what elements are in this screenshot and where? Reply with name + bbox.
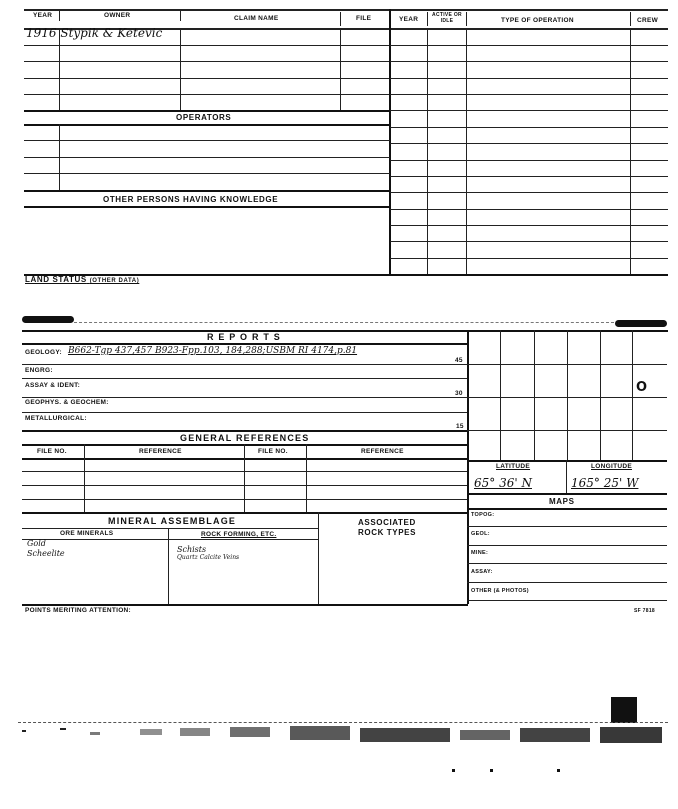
reports-geology-label: GEOLOGY: (25, 349, 62, 356)
header-active-idle: ACTIVE OR IDLE (432, 12, 462, 24)
header-year-2: YEAR (399, 16, 419, 23)
maps-assay: ASSAY: (471, 569, 493, 575)
reports-num-15: 15 (456, 423, 464, 430)
header-file: FILE (356, 15, 372, 22)
ore-entry-scheelite: Scheelite (27, 549, 65, 558)
latitude-label: LATITUDE (496, 463, 531, 470)
reports-assay-label: ASSAY & IDENT: (25, 382, 81, 389)
mineral-assemblage-heading: MINERAL ASSEMBLAGE (108, 516, 237, 526)
registration-mark (611, 697, 637, 723)
associated-rock-types-line1: ASSOCIATED (358, 518, 416, 527)
ore-entry-gold: Gold (27, 539, 46, 548)
maps-mine: MINE: (471, 550, 489, 556)
reports-heading: R E P O R T S (207, 332, 281, 342)
ore-minerals-heading: ORE MINERALS (60, 530, 114, 537)
gr-col-file-no-1: FILE NO. (37, 448, 67, 455)
longitude-label: LONGITUDE (591, 463, 632, 470)
ore-minerals-list (27, 539, 65, 559)
form-number: SF 7818 (634, 608, 656, 614)
land-status-sub: (OTHER DATA) (89, 278, 140, 284)
header-claim-name: CLAIM NAME (234, 15, 279, 22)
owner-entry: 1916 Stypik & Ketevic (26, 26, 163, 40)
latitude-value: 65° 36' N (474, 476, 532, 490)
associated-rock-types-line2: ROCK TYPES (358, 528, 417, 537)
reports-num-45: 45 (455, 357, 463, 364)
points-meriting-label: POINTS MERITING ATTENTION: (25, 607, 132, 614)
header-type-of-operation: TYPE OF OPERATION (501, 17, 574, 24)
reports-num-30: 30 (455, 390, 463, 397)
maps-heading: MAPS (549, 497, 575, 506)
scan-noise-strip (0, 724, 678, 754)
grid-location-mark: O (636, 380, 648, 395)
header-owner: OWNER (104, 12, 131, 19)
reports-geophys-label: GEOPHYS. & GEOCHEM: (25, 399, 109, 406)
header-year: YEAR (33, 12, 53, 19)
land-status-text: LAND STATUS (25, 275, 87, 284)
land-status-label (25, 275, 139, 284)
dot-mark-2 (490, 769, 493, 772)
left-bar-mark (22, 316, 74, 323)
rock-forming-list (177, 545, 239, 562)
rock-forming-heading: ROCK FORMING, ETC. (201, 531, 277, 538)
maps-topog: TOPOG: (471, 512, 495, 518)
general-references-heading: GENERAL REFERENCES (180, 433, 310, 443)
reports-engrg-label: ENGRG: (25, 367, 53, 374)
longitude-value: 165° 25' W (571, 476, 639, 490)
rock-entry-schists: Schists (177, 545, 207, 554)
dot-mark-3 (557, 769, 560, 772)
maps-geol: GEOL: (471, 531, 490, 537)
reports-metallurgical-label: METALLURGICAL: (25, 415, 87, 422)
other-persons-heading: OTHER PERSONS HAVING KNOWLEDGE (103, 195, 279, 204)
gr-col-reference-1: REFERENCE (139, 448, 182, 455)
operators-heading: OPERATORS (176, 113, 232, 122)
maps-other: OTHER (& PHOTOS) (471, 588, 529, 594)
header-crew: CREW (637, 17, 659, 24)
right-bar-mark (615, 320, 667, 327)
reports-geology-entry: B662-Tgp 437,457 B923-Fpp.103, 184,288;USBM RI 4174,p.81 (68, 346, 358, 356)
gr-col-reference-2: REFERENCE (361, 448, 404, 455)
gr-col-file-no-2: FILE NO. (258, 448, 288, 455)
dot-mark-1 (452, 769, 455, 772)
rock-entry-veins: Quartz Calcite Veins (177, 554, 240, 561)
